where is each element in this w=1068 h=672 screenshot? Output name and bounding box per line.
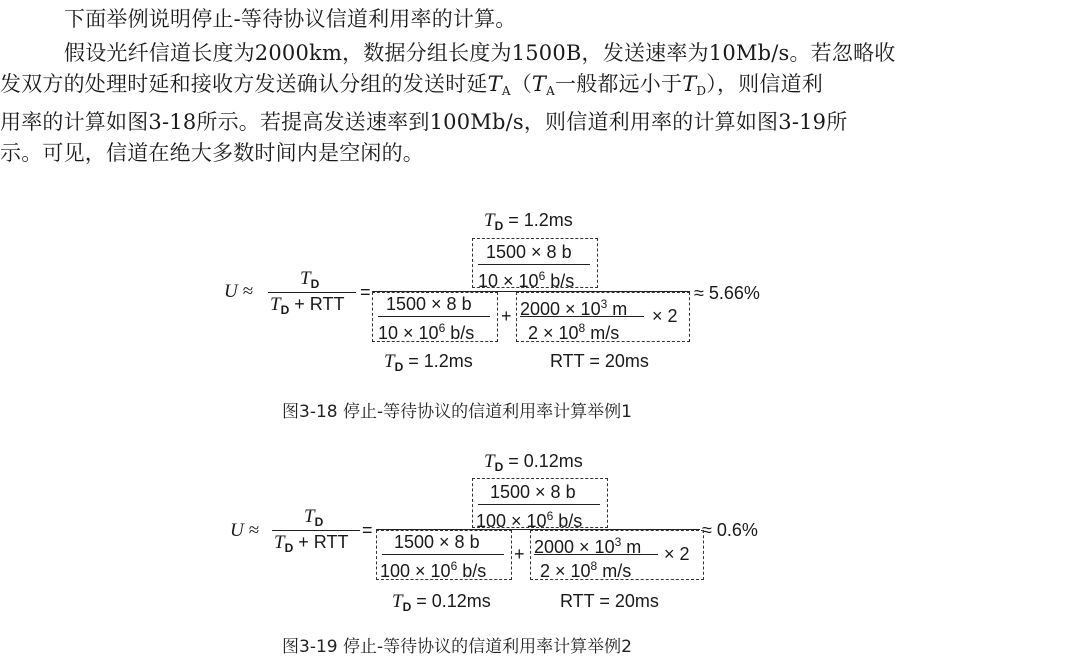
u-approx: U ≈: [230, 520, 259, 541]
rtt-box-num: $2000 \times 10^3$ m: [520, 297, 628, 319]
left-frac-num: $T_D$: [300, 268, 320, 291]
left-frac-den: $T_D$ + RTT: [270, 294, 345, 317]
plus-sign: +: [514, 544, 525, 564]
figure-caption: 图3-18 停止-等待协议的信道利用率计算举例1: [282, 402, 632, 422]
left-frac-num: $T_D$: [304, 506, 324, 529]
plus-sign: +: [501, 306, 512, 326]
body-line-1: 假设光纤信道长度为2000km，数据分组长度为1500B，发送速率为10Mb/s。若忽略收: [64, 41, 896, 65]
equals-sign: =: [360, 282, 371, 302]
intro-paragraph: [64, 4, 1068, 35]
td-box-den: $100 \times 10^6$ b/s: [380, 559, 487, 581]
bottom-td-label: $T_D = 1.2ms$: [384, 351, 473, 374]
body-paragraph: [0, 38, 1040, 169]
td-box-bar: [378, 316, 490, 317]
top-box-den: $10 \times 10^6$ b/s: [478, 269, 575, 291]
top-box-bar: [478, 264, 590, 265]
bottom-rtt-label: RTT = 20ms: [560, 591, 659, 611]
top-td-label: $T_D = 1.2ms$: [484, 210, 573, 233]
figure-caption: 图3-19 停止-等待协议的信道利用率计算举例2: [282, 637, 632, 657]
times-two: × 2: [664, 544, 690, 564]
rtt-box-num: $2000 \times 10^3$ m: [534, 535, 642, 557]
rtt-box-bar: [534, 554, 658, 555]
result-value: ≈ 5.66%: [694, 283, 760, 303]
td-box-num: 1500 × 8 b: [386, 294, 472, 314]
td-box-bar: [382, 554, 504, 555]
top-dashed-box: [472, 478, 608, 528]
top-dashed-box: [472, 238, 598, 288]
main-frac-bar: [376, 529, 700, 530]
body-line-2: 发双方的处理时延和接收方发送确认分组的发送时延$T_A(T_A$一般都远小于$T_D$），则信道利: [0, 72, 823, 98]
top-td-label: $T_D = 0.12ms$: [484, 451, 583, 474]
top-box-num: 1500 × 8 b: [490, 482, 576, 502]
body-line-4: 示。可见，信道在绝大多数时间内是空闲的。: [0, 141, 424, 165]
bottom-td-label: $T_D = 0.12ms$: [392, 591, 491, 614]
top-box-bar: [478, 504, 600, 505]
top-box-den: $100 \times 10^6$ b/s: [476, 509, 583, 531]
result-value: ≈ 0.6%: [702, 520, 758, 540]
rtt-dashed-box: [530, 530, 704, 580]
rtt-dashed-box: [516, 292, 690, 342]
td-dashed-box: [372, 292, 498, 342]
td-box-den: $10 \times 10^6$ b/s: [378, 321, 475, 343]
top-box-num: 1500 × 8 b: [486, 242, 572, 262]
rtt-box-den: $2 \times 10^8$ m/s: [528, 321, 620, 343]
u-approx: U ≈: [224, 281, 253, 302]
left-frac-den: $T_D$ + RTT: [274, 532, 349, 555]
td-box-num: 1500 × 8 b: [394, 532, 480, 552]
times-two: × 2: [652, 306, 678, 326]
rtt-box-den: $2 \times 10^8$ m/s: [540, 559, 632, 581]
left-frac-bar: [268, 292, 356, 293]
rtt-box-bar: [520, 316, 644, 317]
main-frac-bar: [372, 291, 690, 292]
left-frac-bar: [272, 530, 360, 531]
body-line-3: 用率的计算如图3-18所示。若提高发送速率到100Mb/s，则信道利用率的计算如图3-19所: [0, 110, 848, 134]
td-dashed-box: [376, 530, 512, 580]
intro-text: 下面举例说明停止-等待协议信道利用率的计算。: [64, 7, 517, 31]
bottom-rtt-label: RTT = 20ms: [550, 351, 649, 371]
equals-sign: =: [362, 520, 373, 540]
